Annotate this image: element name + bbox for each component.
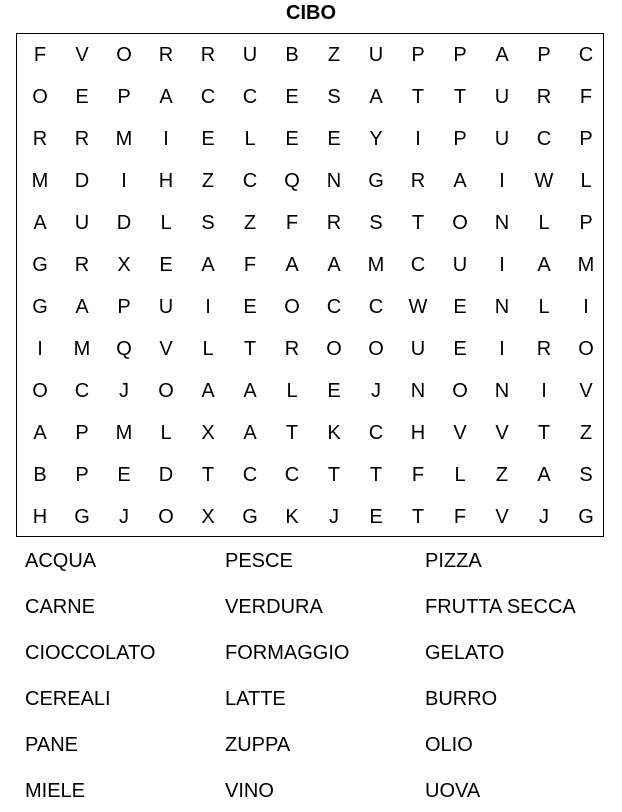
- grid-letter[interactable]: R: [200, 44, 216, 66]
- grid-letter[interactable]: R: [536, 338, 552, 360]
- grid-letter[interactable]: L: [244, 128, 256, 150]
- grid-row: [17, 454, 603, 496]
- grid-row: [17, 244, 603, 286]
- grid-letter[interactable]: P: [117, 86, 131, 108]
- grid-letter[interactable]: L: [202, 338, 214, 360]
- grid-letter[interactable]: F: [285, 212, 299, 234]
- grid-letter[interactable]: U: [368, 44, 384, 66]
- word-list-item: FORMAGGIO: [225, 642, 350, 664]
- word-list-item: FRUTTA SECCA: [425, 596, 576, 618]
- grid-letter[interactable]: L: [160, 422, 172, 444]
- grid-letter[interactable]: U: [242, 44, 258, 66]
- grid-row: [17, 34, 603, 76]
- grid-letter[interactable]: L: [580, 170, 592, 192]
- grid-letter[interactable]: K: [285, 506, 299, 528]
- grid-letter[interactable]: H: [32, 506, 48, 528]
- grid-letter[interactable]: M: [577, 254, 595, 276]
- grid-letter[interactable]: S: [579, 464, 593, 486]
- grid-letter[interactable]: P: [453, 44, 467, 66]
- grid-row: [17, 76, 603, 118]
- grid-letter[interactable]: N: [494, 380, 510, 402]
- grid-letter[interactable]: R: [326, 212, 342, 234]
- grid-letter[interactable]: T: [411, 212, 425, 234]
- grid-letter[interactable]: Z: [243, 212, 257, 234]
- grid-letter[interactable]: I: [583, 296, 589, 318]
- grid-letter[interactable]: C: [284, 464, 300, 486]
- grid-letter[interactable]: M: [115, 422, 133, 444]
- word-list-item: ZUPPA: [225, 734, 291, 756]
- grid-letter[interactable]: B: [33, 464, 47, 486]
- grid-letter[interactable]: V: [495, 422, 509, 444]
- grid-letter[interactable]: U: [452, 254, 468, 276]
- grid-letter[interactable]: C: [242, 86, 258, 108]
- grid-letter[interactable]: W: [408, 296, 428, 318]
- grid-letter[interactable]: V: [495, 506, 509, 528]
- word-list-item: MIELE: [25, 780, 86, 802]
- grid-letter[interactable]: F: [33, 44, 47, 66]
- grid-letter[interactable]: T: [369, 464, 383, 486]
- grid-letter[interactable]: P: [75, 464, 89, 486]
- grid-letter[interactable]: U: [158, 296, 174, 318]
- grid-letter[interactable]: U: [410, 338, 426, 360]
- grid-letter[interactable]: F: [411, 464, 425, 486]
- grid-letter[interactable]: A: [327, 254, 341, 276]
- grid-letter[interactable]: A: [285, 254, 299, 276]
- grid-letter[interactable]: L: [538, 212, 550, 234]
- grid-letter[interactable]: I: [499, 338, 505, 360]
- grid-letter[interactable]: A: [33, 212, 47, 234]
- letter-grid: [16, 33, 604, 537]
- grid-letter[interactable]: A: [537, 254, 551, 276]
- grid-row: [17, 412, 603, 454]
- grid-letter[interactable]: A: [537, 464, 551, 486]
- grid-letter[interactable]: S: [201, 212, 215, 234]
- grid-letter[interactable]: J: [119, 506, 129, 528]
- word-list-item: PIZZA: [425, 550, 482, 572]
- grid-letter[interactable]: D: [158, 464, 174, 486]
- word-list-item: OLIO: [425, 734, 473, 756]
- grid-letter[interactable]: T: [453, 86, 467, 108]
- grid-letter[interactable]: R: [410, 170, 426, 192]
- grid-letter[interactable]: E: [201, 128, 215, 150]
- grid-letter[interactable]: R: [32, 128, 48, 150]
- grid-letter[interactable]: D: [116, 212, 132, 234]
- grid-letter[interactable]: U: [74, 212, 90, 234]
- grid-letter[interactable]: O: [452, 212, 468, 234]
- word-list-item: UOVA: [425, 780, 481, 802]
- grid-letter[interactable]: N: [494, 296, 510, 318]
- grid-letter[interactable]: E: [285, 86, 299, 108]
- grid-letter[interactable]: H: [410, 422, 426, 444]
- grid-letter[interactable]: P: [453, 128, 467, 150]
- grid-letter[interactable]: I: [37, 338, 43, 360]
- grid-letter[interactable]: F: [243, 254, 257, 276]
- grid-letter[interactable]: T: [411, 506, 425, 528]
- grid-letter[interactable]: A: [243, 422, 257, 444]
- grid-letter[interactable]: R: [158, 44, 174, 66]
- word-list-item: CEREALI: [25, 688, 111, 710]
- word-list-item: GELATO: [425, 642, 505, 664]
- grid-letter[interactable]: Z: [327, 44, 341, 66]
- grid-letter[interactable]: C: [536, 128, 552, 150]
- grid-letter[interactable]: C: [242, 464, 258, 486]
- grid-row: [17, 370, 603, 412]
- grid-row: [17, 496, 603, 538]
- grid-row: [17, 202, 603, 244]
- grid-letter[interactable]: I: [121, 170, 127, 192]
- grid-letter[interactable]: O: [578, 338, 594, 360]
- word-list-item: CARNE: [25, 596, 96, 618]
- grid-letter[interactable]: E: [285, 128, 299, 150]
- grid-letter[interactable]: A: [201, 254, 215, 276]
- grid-letter[interactable]: S: [369, 212, 383, 234]
- grid-letter[interactable]: C: [368, 296, 384, 318]
- grid-letter[interactable]: P: [537, 44, 551, 66]
- word-list-item: VINO: [225, 780, 274, 802]
- word-list-item: ACQUA: [25, 550, 97, 572]
- grid-letter[interactable]: O: [326, 338, 342, 360]
- grid-letter[interactable]: R: [74, 128, 90, 150]
- grid-letter[interactable]: J: [371, 380, 381, 402]
- grid-letter[interactable]: G: [368, 170, 384, 192]
- word-list-item: CIOCCOLATO: [25, 642, 156, 664]
- grid-letter[interactable]: T: [201, 464, 215, 486]
- grid-letter[interactable]: E: [453, 338, 467, 360]
- grid-letter[interactable]: F: [579, 86, 593, 108]
- grid-letter[interactable]: G: [242, 506, 258, 528]
- word-list-item: VERDURA: [225, 596, 323, 618]
- grid-letter[interactable]: C: [200, 86, 216, 108]
- grid-letter[interactable]: D: [74, 170, 90, 192]
- grid-letter[interactable]: V: [159, 338, 173, 360]
- grid-letter[interactable]: A: [159, 86, 173, 108]
- grid-letter[interactable]: I: [205, 296, 211, 318]
- grid-letter[interactable]: C: [242, 170, 258, 192]
- grid-letter[interactable]: P: [411, 44, 425, 66]
- grid-row: [17, 328, 603, 370]
- word-list-item: PESCE: [225, 550, 293, 572]
- grid-letter[interactable]: O: [158, 380, 174, 402]
- grid-letter[interactable]: Z: [579, 422, 593, 444]
- grid-letter[interactable]: E: [369, 506, 383, 528]
- grid-letter[interactable]: A: [201, 380, 215, 402]
- grid-letter[interactable]: O: [32, 86, 48, 108]
- grid-letter[interactable]: O: [368, 338, 384, 360]
- grid-letter[interactable]: C: [74, 380, 90, 402]
- grid-letter[interactable]: I: [499, 254, 505, 276]
- grid-letter[interactable]: E: [453, 296, 467, 318]
- grid-letter[interactable]: A: [453, 170, 467, 192]
- grid-letter[interactable]: G: [32, 254, 48, 276]
- grid-letter[interactable]: J: [539, 506, 549, 528]
- grid-letter[interactable]: L: [538, 296, 550, 318]
- grid-letter[interactable]: K: [327, 422, 341, 444]
- grid-letter[interactable]: T: [243, 338, 257, 360]
- grid-row: [17, 160, 603, 202]
- grid-letter[interactable]: G: [32, 296, 48, 318]
- grid-letter[interactable]: O: [284, 296, 300, 318]
- grid-letter[interactable]: T: [327, 464, 341, 486]
- grid-letter[interactable]: C: [410, 254, 426, 276]
- grid-letter[interactable]: A: [243, 380, 257, 402]
- grid-letter[interactable]: P: [117, 296, 131, 318]
- grid-letter[interactable]: I: [163, 128, 169, 150]
- grid-letter[interactable]: N: [410, 380, 426, 402]
- grid-letter[interactable]: E: [327, 380, 341, 402]
- grid-letter[interactable]: X: [201, 422, 215, 444]
- grid-letter[interactable]: L: [286, 380, 298, 402]
- grid-letter[interactable]: L: [454, 464, 466, 486]
- grid-letter[interactable]: V: [453, 422, 467, 444]
- word-list-item: BURRO: [425, 688, 498, 710]
- grid-letter[interactable]: T: [411, 86, 425, 108]
- grid-letter[interactable]: Q: [284, 170, 300, 192]
- grid-row: [17, 118, 603, 160]
- grid-letter[interactable]: S: [327, 86, 341, 108]
- puzzle-title: CIBO: [286, 2, 336, 24]
- grid-letter[interactable]: M: [367, 254, 385, 276]
- grid-row: [17, 286, 603, 328]
- grid-letter[interactable]: E: [75, 86, 89, 108]
- grid-letter[interactable]: Z: [495, 464, 509, 486]
- grid-letter[interactable]: M: [31, 170, 49, 192]
- grid-letter[interactable]: E: [327, 128, 341, 150]
- grid-letter[interactable]: I: [415, 128, 421, 150]
- grid-letter[interactable]: Q: [116, 338, 132, 360]
- grid-letter[interactable]: W: [534, 170, 554, 192]
- grid-letter[interactable]: U: [494, 128, 510, 150]
- grid-letter[interactable]: G: [578, 506, 594, 528]
- grid-letter[interactable]: O: [32, 380, 48, 402]
- grid-letter[interactable]: B: [285, 44, 299, 66]
- grid-letter[interactable]: R: [74, 254, 90, 276]
- grid-letter[interactable]: I: [499, 170, 505, 192]
- grid-letter[interactable]: V: [579, 380, 593, 402]
- grid-letter[interactable]: A: [33, 422, 47, 444]
- grid-letter[interactable]: P: [579, 212, 593, 234]
- grid-letter[interactable]: X: [117, 254, 131, 276]
- grid-letter[interactable]: Y: [369, 128, 383, 150]
- grid-letter[interactable]: F: [453, 506, 467, 528]
- grid-letter[interactable]: P: [579, 128, 593, 150]
- grid-letter[interactable]: V: [75, 44, 89, 66]
- grid-letter[interactable]: T: [537, 422, 551, 444]
- grid-letter[interactable]: E: [243, 296, 257, 318]
- grid-letter[interactable]: G: [74, 506, 90, 528]
- grid-letter[interactable]: C: [368, 422, 384, 444]
- grid-letter[interactable]: P: [75, 422, 89, 444]
- grid-letter[interactable]: H: [158, 170, 174, 192]
- word-list-item: LATTE: [225, 688, 286, 710]
- grid-letter[interactable]: T: [285, 422, 299, 444]
- grid-letter[interactable]: O: [116, 44, 132, 66]
- grid-letter[interactable]: A: [369, 86, 383, 108]
- grid-letter[interactable]: C: [326, 296, 342, 318]
- grid-letter[interactable]: M: [73, 338, 91, 360]
- grid-letter[interactable]: J: [329, 506, 339, 528]
- grid-letter[interactable]: E: [117, 464, 131, 486]
- grid-letter[interactable]: N: [494, 212, 510, 234]
- grid-letter[interactable]: A: [495, 44, 509, 66]
- grid-letter[interactable]: R: [536, 86, 552, 108]
- grid-letter[interactable]: M: [115, 128, 133, 150]
- grid-letter[interactable]: O: [158, 506, 174, 528]
- grid-letter[interactable]: C: [578, 44, 594, 66]
- grid-letter[interactable]: A: [75, 296, 89, 318]
- grid-letter[interactable]: I: [541, 380, 547, 402]
- grid-letter[interactable]: Z: [201, 170, 215, 192]
- grid-letter[interactable]: E: [159, 254, 173, 276]
- grid-letter[interactable]: R: [284, 338, 300, 360]
- word-list-item: PANE: [25, 734, 78, 756]
- grid-letter[interactable]: O: [452, 380, 468, 402]
- grid-letter[interactable]: L: [160, 212, 172, 234]
- grid-letter[interactable]: N: [326, 170, 342, 192]
- grid-letter[interactable]: U: [494, 86, 510, 108]
- grid-letter[interactable]: X: [201, 506, 215, 528]
- grid-letter[interactable]: J: [119, 380, 129, 402]
